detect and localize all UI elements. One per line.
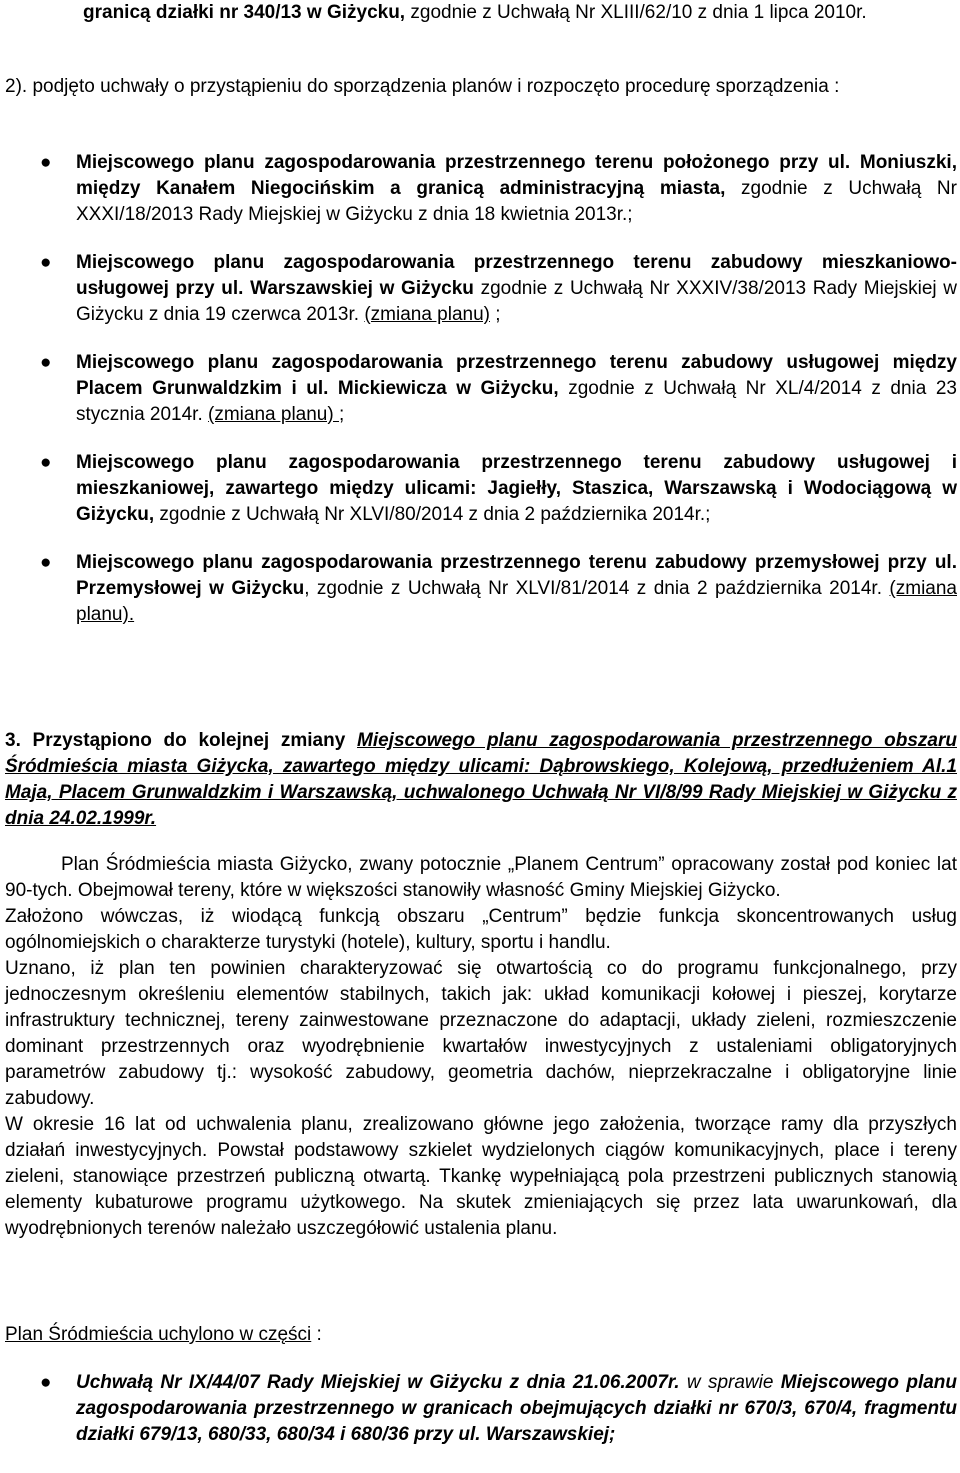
list-item-bold: Miejscowego planu zagospodarowania przestrzennego terenu zabudowy mieszkaniowo-usługowej przy ul. Warszawskiej w Giżycku — [76, 252, 957, 299]
intro-rest: zgodnie z Uchwałą Nr XLIII/62/10 z dnia 1 lipca 2010r. — [405, 2, 867, 23]
body-paragraph: Uznano, iż plan ten powinien charakteryzować się otwartością co do programu funkcjonalnego, przy jednoczesnym określeniu elementów stabilnych, takich jak: układ komunikacji kołowej i pieszej, korytarze infrastruktury technicznej, tereny zainwestowane przeznaczone do adaptacji, układy zieleni, rozmieszczenie dominant przestrzennych oraz wyodrębnienie kwartałów inwestycyjnych z ustaleniami obligatoryjnych parametrów zabudowy tj.: wysokość zabudowy, geometria dachów, nieprzekraczalne i obligatoryjne linie zabudowy. — [5, 958, 957, 1109]
list-item — [5, 350, 957, 428]
zmiana-planu-link[interactable]: (zmiana planu). — [76, 578, 957, 625]
bullet-icon: ● — [40, 452, 52, 473]
section2-paragraph: 2). podjęto uchwały o przystąpieniu do sporządzenia planów i rozpoczęto procedurę sporządzenia : — [5, 76, 840, 97]
uchylono-list — [5, 1370, 957, 1448]
zmiana-planu-link[interactable]: (zmiana planu) — [208, 404, 339, 425]
list-item-bold: Miejscowego planu zagospodarowania przestrzennego terenu położonego przy ul. Moniuszki, między Kanałem Niegocińskim a granicą administracyjną miasta, — [76, 152, 957, 199]
list-item-tail: ; — [338, 404, 345, 425]
intro-bold: granicą działki nr 340/13 w Giżycku, — [83, 2, 406, 23]
section3-prefix: 3. Przystąpiono do kolejnej zmiany — [5, 730, 357, 751]
section3-plan-title: Miejscowego planu zagospodarowania przestrzennego obszaru Śródmieścia miasta Giżycka, zawartego między ulicami: Dąbrowskiego, Kolejową, przedłużeniem Al.1 Maja, Placem Grunwaldzkim i Warszawską, uchwalonego Uchwałą Nr VI/8/99 Rady Miejskiej w Giżycku z dnia 24.02.1999r. — [5, 730, 957, 829]
list-item — [5, 550, 957, 628]
intro-paragraph — [83, 0, 957, 26]
list-item-bold: Miejscowego planu zagospodarowania przestrzennego terenu zabudowy przemysłowej przy ul. Przemysłowej w Giżycku — [76, 552, 957, 599]
list-item — [5, 250, 957, 328]
bullet-icon: ● — [40, 1372, 52, 1393]
bullet-icon: ● — [40, 152, 52, 173]
uchylono-heading — [5, 1322, 957, 1348]
list-item-text: zgodnie z Uchwałą Nr XXXIV/38/2013 Rady Miejskiej w Giżycku z dnia 19 czerwca 2013r. — [76, 278, 957, 325]
section3-paragraph — [5, 728, 957, 832]
list-item — [5, 1370, 957, 1448]
bullet-icon: ● — [40, 552, 52, 573]
list-item-bold: Miejscowego planu zagospodarowania przestrzennego terenu zabudowy usługowej między Placem Grunwaldzkim i ul. Mickiewicza w Giżycku, — [76, 352, 957, 399]
body-paragraph: Plan Śródmieścia miasta Giżycko, zwany potocznie „Planem Centrum” opracowany został pod koniec lat 90-tych. Obejmował tereny, które w większości stanowiły własność Gminy Miejskiej Giżycko. — [5, 854, 957, 901]
list-item-text: zgodnie z Uchwałą Nr XXXI/18/2013 Rady Miejskiej w Giżycku z dnia 18 kwietnia 2013r.; — [76, 178, 957, 225]
list-item-bold: Uchwałą Nr IX/44/07 Rady Miejskiej w Giżycku z dnia 21.06.2007r. — [76, 1372, 680, 1393]
list-item — [5, 450, 957, 528]
list-item-text: zgodnie z Uchwałą Nr XLVI/80/2014 z dnia 2 października 2014r.; — [154, 504, 711, 525]
zmiana-planu-link[interactable]: (zmiana planu) — [364, 304, 490, 325]
body-paragraph: Założono wówczas, iż wiodącą funkcją obszaru „Centrum” będzie funkcja skoncentrowanych usług ogólnomiejskich o charakterze turystyki (hotele), kultury, sportu i handlu. — [5, 906, 957, 953]
body-paragraph: W okresie 16 lat od uchwalenia planu, zrealizowano główne jego założenia, tworzące ramy dla przyszłych działań inwestycyjnych. Powstał podstawowy szkielet wydzielonych ciągów komunikacyjnych, place i tereny zieleni, stanowiące przestrzeń publiczną otwartą. Tkankę wypełniającą pola przestrzeni publicznych stanowią elementy kubaturowe programu użytkowego. Na skutek zmieniających się przez lata uwarunkowań, dla wyodrębnionych terenów należało uszczegółowić ustalenia planu. — [5, 1114, 957, 1239]
list-item-tail: ; — [489, 304, 501, 325]
plans-list — [5, 150, 957, 628]
bullet-icon: ● — [40, 352, 52, 373]
uchylono-heading-tail: : — [311, 1324, 322, 1345]
list-item-bold: Miejscowego planu zagospodarowania przestrzennego terenu zabudowy usługowej i mieszkaniowej, zawartego między ulicami: Jagiełły, Staszica, Warszawską i Wodociągową w Giżycku, — [76, 452, 957, 525]
list-item-text: w sprawie — [679, 1372, 774, 1393]
list-item-text: , zgodnie z Uchwałą Nr XLVI/81/2014 z dnia 2 października 2014r. — [304, 578, 890, 599]
body-text — [5, 852, 957, 1242]
list-item — [5, 150, 957, 228]
list-item-text: zgodnie z Uchwałą Nr XL/4/2014 z dnia 23 stycznia 2014r. — [76, 378, 957, 425]
uchylono-heading-text: Plan Śródmieścia uchylono w części — [5, 1324, 312, 1345]
bullet-icon: ● — [40, 252, 52, 273]
list-item-bold: Miejscowego planu zagospodarowania przestrzennego w granicach obejmujących działki nr 670/3, 670/4, fragmentu działki 679/13, 680/33, 680/34 i 680/36 przy ul. Warszawskiej; — [76, 1372, 958, 1445]
